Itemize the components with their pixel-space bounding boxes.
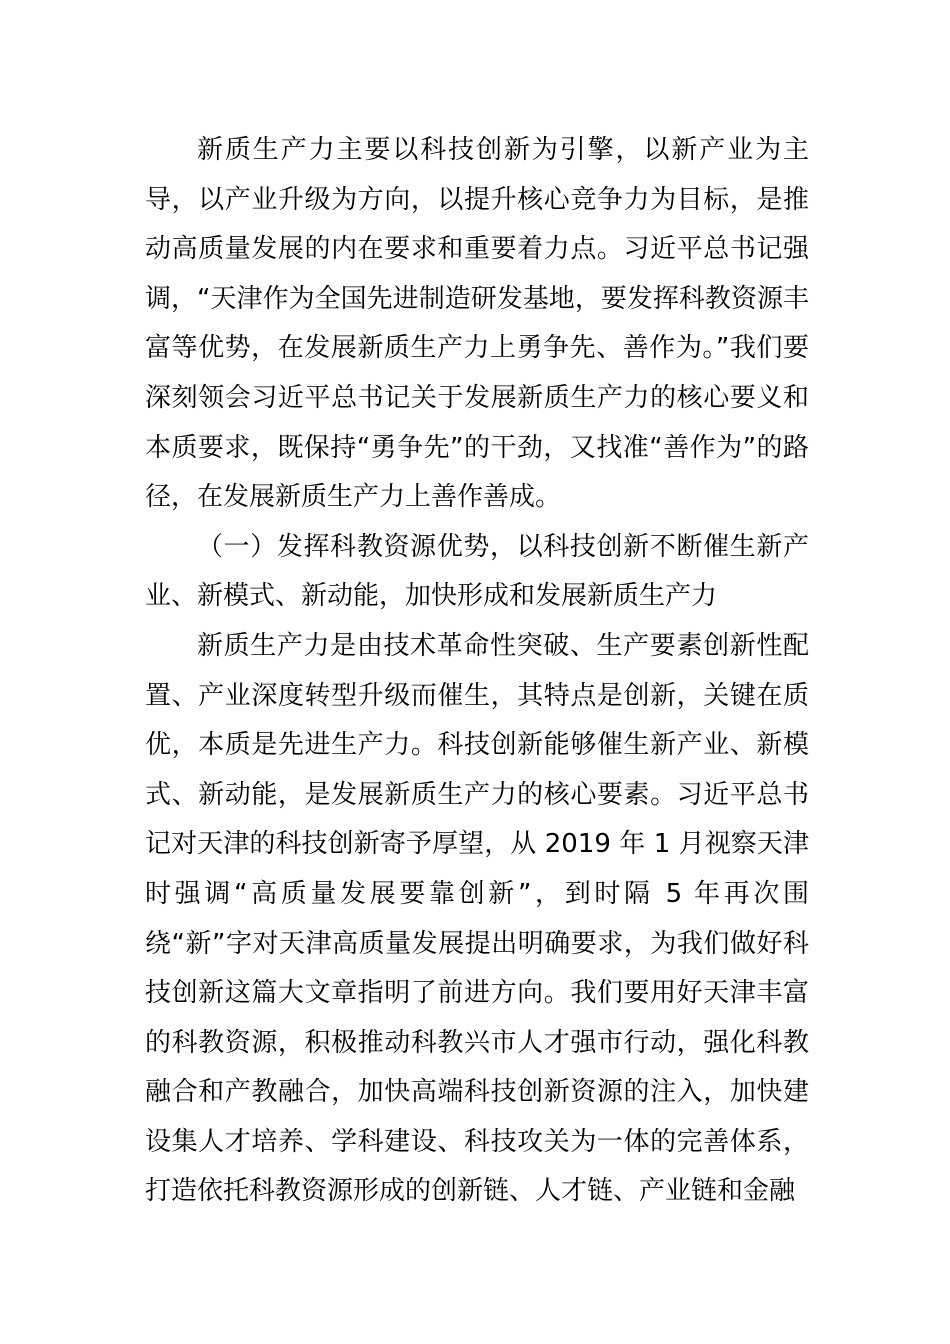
section-heading: （一）发挥科教资源优势，以科技创新不断催生新产业、新模式、新动能，加快形成和发展新质生产力 — [145, 531, 809, 612]
body-paragraph: 新质生产力是由技术革命性突破、生产要素创新性配置、产业深度转型升级而催生，其特点是创新，关键在质优，本质是先进生产力。科技创新能够催生新产业、新模式、新动能，是发展新质生产力的核心要素。习近平总书记对天津的科技创新寄予厚望，从 2019 年 1 月视察天津时强调“高质量发展要靠创新”，到时隔 5 年再次围绕“新”字对天津高质量发展提出明确要求，为我们做好科技创新这篇大文章指明了前进方向。我们要用好天津丰富的科教资源，积极推动科教兴市人才强市行动，强化科教融合和产教融合，加快高端科技创新资源的注入，加快建设集人才培养、学科建设、科技攻关为一体的完善体系，打造依托科教资源形成的创新链、人才链、产业链和金融 — [145, 630, 809, 1207]
document-body — [145, 126, 809, 1217]
intro-paragraph: 新质生产力主要以科技创新为引擎，以新产业为主导，以产业升级为方向，以提升核心竞争力为目标，是推动高质量发展的内在要求和重要着力点。习近平总书记强调，“天津作为全国先进制造研发基地，要发挥科教资源丰富等优势，在发展新质生产力上勇争先、善作为。”我们要深刻领会习近平总书记关于发展新质生产力的核心要义和本质要求，既保持“勇争先”的干劲，又找准“善作为”的路径，在发展新质生产力上善作善成。 — [145, 135, 809, 513]
